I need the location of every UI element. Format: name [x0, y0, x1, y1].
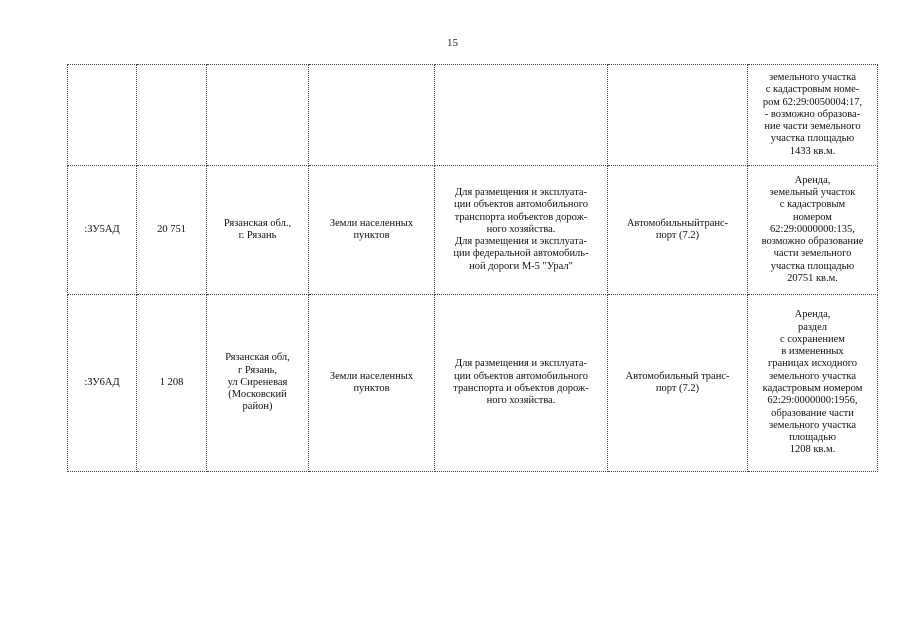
cell-text-line: 1 208	[159, 376, 184, 388]
cell-text-line: возможно образование	[761, 236, 864, 248]
cell-text-line: :ЗУ5АД	[84, 223, 120, 235]
table-row	[68, 295, 878, 472]
cell-text-line: Автомобильныйтранс-	[626, 217, 729, 229]
cell-text-line: район)	[242, 401, 273, 413]
cell-remarks	[748, 166, 878, 295]
cell-location	[207, 295, 309, 472]
cell-text-line: :ЗУ6АД	[84, 376, 120, 388]
cell-text-line: ул Сиреневая	[227, 376, 288, 388]
cell-text-line: образование части	[771, 407, 854, 419]
cell-text-line: в измененных	[781, 346, 844, 358]
cell-land-category	[309, 295, 435, 472]
cell-text-line: порт (7.2)	[655, 230, 700, 241]
cell-permitted-use	[608, 166, 748, 295]
land-plot-table	[67, 64, 878, 472]
cell-text-line: земельный участок	[769, 186, 856, 198]
cell-text-line: 1433 кв.м.	[789, 145, 836, 157]
cell-text-line: 62:29:0000000:1956,	[767, 395, 858, 407]
cell-land-category	[309, 166, 435, 295]
cell-text-line: ние части земельного	[764, 121, 861, 133]
cell-text-line: Аренда,	[794, 309, 831, 321]
cell-text-line: Рязанская обл,	[225, 352, 290, 364]
cell-text-line: пунктов	[353, 230, 390, 241]
cell-plot-id	[68, 295, 137, 472]
cell-text-line: земельного участка	[769, 370, 856, 382]
cell-plot-id	[68, 65, 137, 166]
cell-text-line: Рязанская обл.,	[223, 217, 292, 229]
cell-area	[137, 166, 207, 295]
page-number: 15	[447, 37, 458, 49]
cell-text-line: Аренда,	[794, 174, 831, 186]
cell-text-line: части земельного	[773, 248, 852, 260]
cell-permitted-use	[608, 295, 748, 472]
cell-text-line: площадью	[789, 432, 836, 444]
cell-text-line: ции федеральной автомобиль-	[453, 248, 589, 260]
cell-text-line: 1208 кв.м.	[789, 444, 836, 456]
cell-text-line: Для размещения и эксплуата-	[455, 186, 587, 198]
cell-text-line: Земли населенных	[329, 370, 414, 382]
cell-text-line: порт (7.2)	[655, 383, 700, 394]
cell-remarks	[748, 295, 878, 472]
cell-text-line: 20 751	[157, 223, 186, 235]
cell-text-line: кадастровым номером	[762, 383, 863, 394]
cell-purpose	[435, 166, 608, 295]
cell-text-line: Автомобильный транс-	[625, 370, 730, 382]
cell-text-line: земельного участка	[769, 419, 856, 431]
cell-text-line: с кадастровым	[779, 199, 846, 211]
table-body	[68, 65, 878, 472]
cell-text-line: ции объектов автомобильного	[453, 199, 589, 211]
cell-text-line: земельного участка	[769, 71, 856, 83]
cell-text-line: раздел	[797, 321, 828, 333]
cell-text-line: Земли населенных	[329, 217, 414, 229]
cell-text-line: участка площадью	[770, 133, 855, 145]
cell-location	[207, 166, 309, 295]
cell-text-line: с сохранением	[780, 333, 845, 345]
cell-location	[207, 65, 309, 166]
cell-text-line: - возможно образова-	[764, 108, 861, 120]
cell-plot-id	[68, 166, 137, 295]
cell-text-line: транспорта иобъектов дорож-	[454, 211, 588, 223]
cell-text-line: 20751 кв.м.	[787, 273, 838, 285]
cell-text-line: (Московский	[228, 389, 287, 401]
cell-text-line: ции объектов автомобильного	[453, 370, 589, 382]
cell-text-line: номером	[793, 211, 832, 223]
table-row	[68, 166, 878, 295]
cell-text-line: ром 62:29:0050004:17,	[762, 96, 863, 108]
cell-text-line: ной дороги М-5 "Урал"	[469, 260, 573, 272]
cell-permitted-use	[608, 65, 748, 166]
cell-text-line: ного хозяйства.	[486, 395, 556, 407]
cell-text-line: границах исходного	[767, 358, 858, 370]
cell-text-line: 62:29:0000000:135,	[770, 223, 855, 235]
cell-text-line: г Рязань,	[237, 364, 278, 376]
cell-text-line: с кадастровым номе-	[765, 84, 860, 96]
table-row	[68, 65, 878, 166]
cell-purpose	[435, 65, 608, 166]
cell-text-line: Для размещения и эксплуата-	[455, 358, 587, 370]
cell-land-category	[309, 65, 435, 166]
cell-text-line: г. Рязань	[238, 230, 277, 241]
cell-text-line: участка площадью	[770, 260, 855, 272]
cell-text-line: ного хозяйства.	[486, 223, 556, 235]
cell-remarks	[748, 65, 878, 166]
cell-purpose	[435, 295, 608, 472]
cell-text-line: транспорта и объектов дорож-	[453, 383, 589, 394]
cell-area	[137, 295, 207, 472]
cell-text-line: пунктов	[353, 383, 390, 394]
cell-area	[137, 65, 207, 166]
cell-text-line: Для размещения и эксплуата-	[455, 236, 587, 248]
